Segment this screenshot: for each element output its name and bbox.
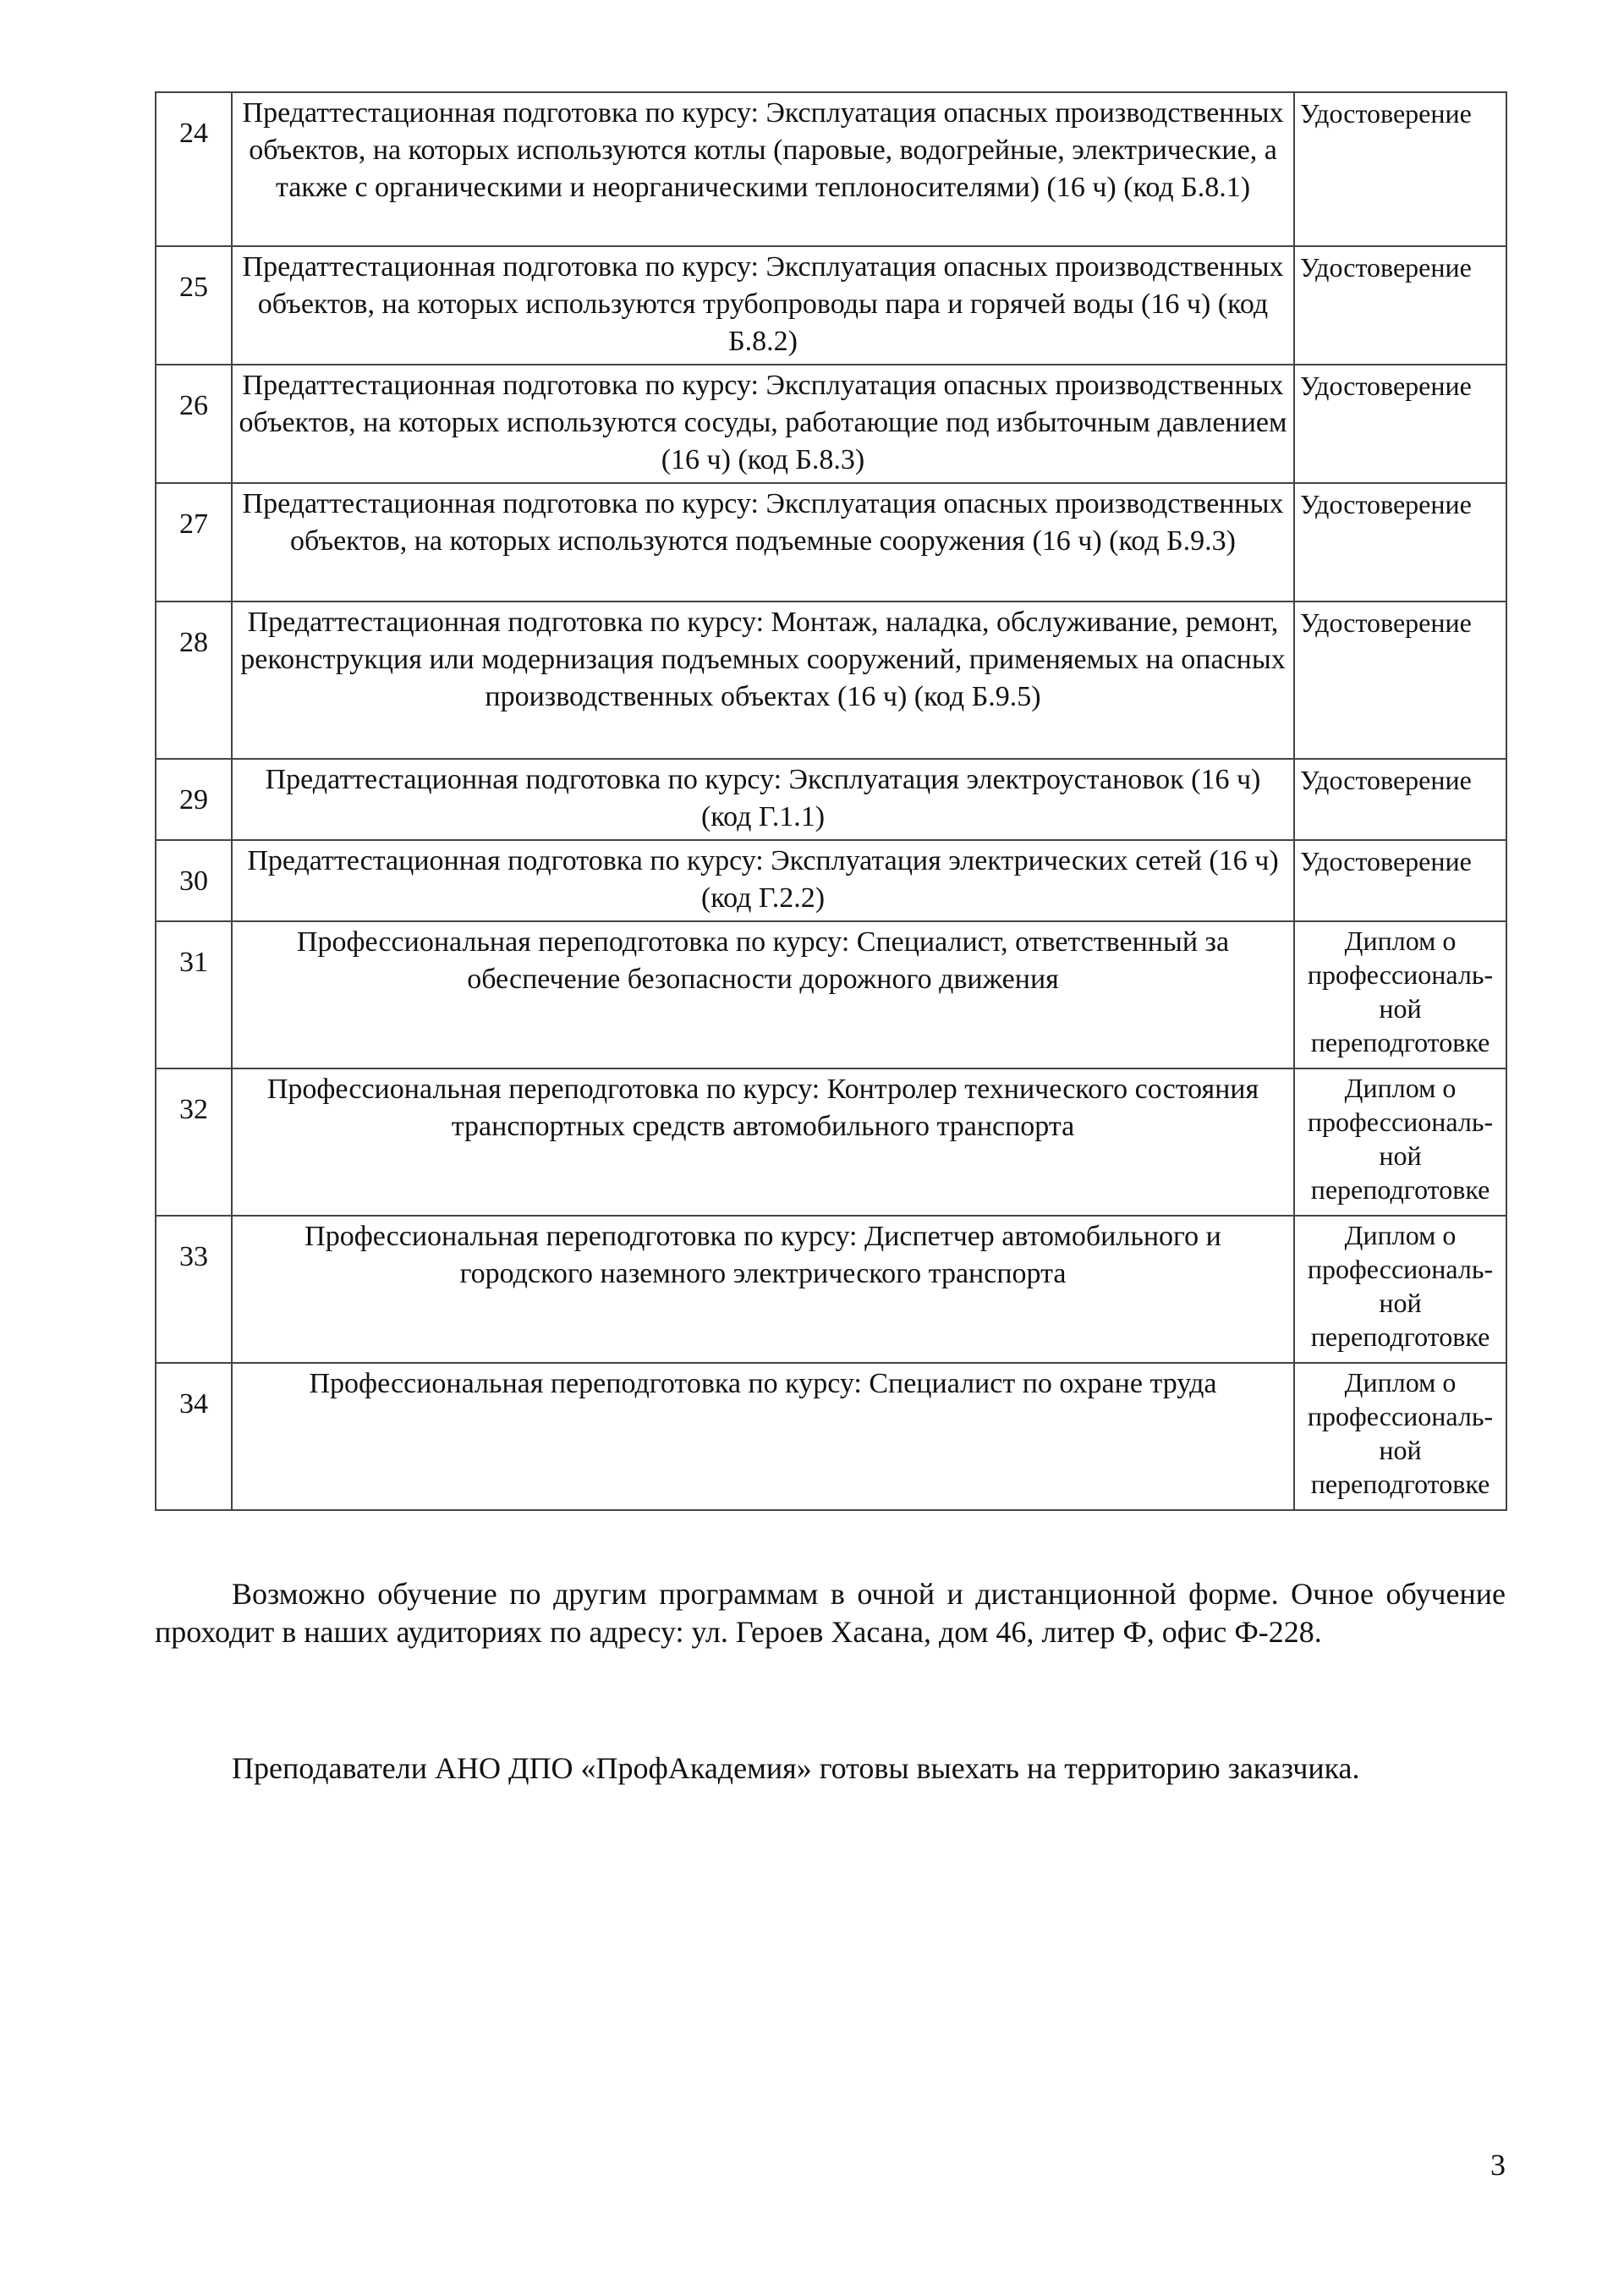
study-info-paragraph: Возможно обучение по другим программам в очной и дистанционной форме. Очное обучение проходит в наших аудиториях по адресу: ул. Героев Хасана, дом 46, литер Ф, офис Ф-228. xyxy=(155,1577,1506,1649)
document-type: Диплом о профессиональ-ной переподготовке xyxy=(1294,1216,1506,1363)
teachers-info-paragraph: Преподаватели АНО ДПО «ПрофАкадемия» готовы выехать на территорию заказчика. xyxy=(232,1751,1360,1785)
table-row xyxy=(156,246,1506,365)
table-row xyxy=(156,840,1506,921)
course-title: Предаттестационная подготовка по курсу: Эксплуатация опасных производственных объектов, на которых используются сосуды, работающие под избыточным давлением (16 ч) (код Б.8.3) xyxy=(232,365,1294,483)
document-type: Удостоверение xyxy=(1294,246,1506,365)
row-number: 29 xyxy=(156,759,232,840)
table-row xyxy=(156,921,1506,1068)
document-type: Диплом о профессиональ-ной переподготовке xyxy=(1294,921,1506,1068)
document-type: Удостоверение xyxy=(1294,840,1506,921)
course-title: Предаттестационная подготовка по курсу: Эксплуатация опасных производственных объектов, на которых используются подъемные сооружения (16 ч) (код Б.9.3) xyxy=(232,483,1294,601)
document-type: Удостоверение xyxy=(1294,601,1506,759)
document-type: Удостоверение xyxy=(1294,759,1506,840)
course-title: Профессиональная переподготовка по курсу: Контролер технического состояния транспортных средств автомобильного транспорта xyxy=(232,1068,1294,1216)
table-row xyxy=(156,601,1506,759)
row-number: 24 xyxy=(156,92,232,246)
row-number: 25 xyxy=(156,246,232,365)
table-row xyxy=(156,483,1506,601)
course-title: Профессиональная переподготовка по курсу: Диспетчер автомобильного и городского наземного электрического транспорта xyxy=(232,1216,1294,1363)
row-number: 34 xyxy=(156,1363,232,1510)
course-title: Предаттестационная подготовка по курсу: Эксплуатация опасных производственных объектов, на которых используются трубопроводы пара и горячей воды (16 ч) (код Б.8.2) xyxy=(232,246,1294,365)
course-title: Предаттестационная подготовка по курсу: Эксплуатация электроустановок (16 ч) (код Г.1.1) xyxy=(232,759,1294,840)
course-title: Предаттестационная подготовка по курсу: Эксплуатация электрических сетей (16 ч) (код Г.2.2) xyxy=(232,840,1294,921)
document-type: Диплом о профессиональ-ной переподготовке xyxy=(1294,1068,1506,1216)
document-type: Удостоверение xyxy=(1294,365,1506,483)
table-row xyxy=(156,1216,1506,1363)
document-type: Диплом о профессиональ-ной переподготовке xyxy=(1294,1363,1506,1510)
document-type: Удостоверение xyxy=(1294,483,1506,601)
table-row xyxy=(156,365,1506,483)
row-number: 31 xyxy=(156,921,232,1068)
table-row xyxy=(156,759,1506,840)
row-number: 30 xyxy=(156,840,232,921)
course-title: Предаттестационная подготовка по курсу: Эксплуатация опасных производственных объектов, на которых используются котлы (паровые, водогрейные, электрические, а также с органическими и неорганическими теплоносителями) (16 ч) (код Б.8.1) xyxy=(232,92,1294,246)
table-row xyxy=(156,92,1506,246)
row-number: 32 xyxy=(156,1068,232,1216)
row-number: 28 xyxy=(156,601,232,759)
course-title: Профессиональная переподготовка по курсу: Специалист по охране труда xyxy=(232,1363,1294,1510)
course-title: Профессиональная переподготовка по курсу: Специалист, ответственный за обеспечение безопасности дорожного движения xyxy=(232,921,1294,1068)
document-type: Удостоверение xyxy=(1294,92,1506,246)
course-title: Предаттестационная подготовка по курсу: Монтаж, наладка, обслуживание, ремонт, реконструкция или модернизация подъемных сооружений, применяемых на опасных производственных объектах (16 ч) (код Б.9.5) xyxy=(232,601,1294,759)
page-number: 3 xyxy=(1490,2148,1506,2182)
table-row xyxy=(156,1068,1506,1216)
courses-table xyxy=(155,91,1507,1511)
table-row xyxy=(156,1363,1506,1510)
row-number: 27 xyxy=(156,483,232,601)
row-number: 33 xyxy=(156,1216,232,1363)
row-number: 26 xyxy=(156,365,232,483)
